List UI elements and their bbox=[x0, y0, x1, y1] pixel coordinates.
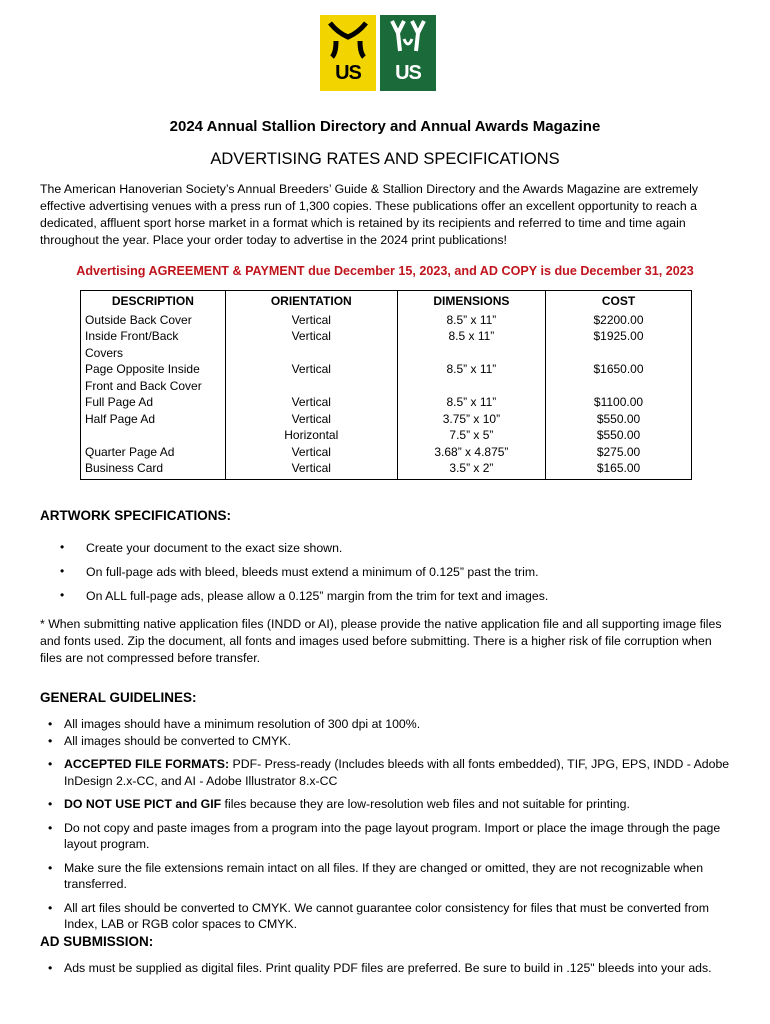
rates-table-header-row bbox=[81, 291, 692, 310]
dimensions-cell bbox=[402, 378, 541, 395]
description-cell: Quarter Page Ad bbox=[85, 444, 175, 459]
list-item: • All art files should be converted to CMYK. We cannot guarantee color consistency for files that must be converted from Index, LAB or RGB color spaces to CMYK. bbox=[48, 900, 738, 933]
intro-paragraph: The American Hanoverian Society’s Annual Breeders’ Guide & Stallion Directory and the Awards Magazine are extremely effective advertising venues with a press run of 1,300 copies. These publications offer an excellent opportunity to reach a dedicated, affluent sport horse market in a format which is retained by its recipients and referred to time and time again throughout the year. Place your order today to advertise in the 2024 print publications! bbox=[40, 182, 698, 247]
document-title: 2024 Annual Stallion Directory and Annual Awards Magazine bbox=[169, 118, 601, 135]
list-item: • Do not copy and paste images from a program into the page layout program. Import or place the image through the page layout program. bbox=[48, 820, 738, 853]
logo-right-panel bbox=[380, 15, 436, 91]
description-cell: Inside Front/Back bbox=[85, 329, 179, 343]
dimensions-cell: 8.5 x 11” bbox=[448, 329, 495, 343]
ad-submission-list bbox=[48, 961, 738, 975]
general-list bbox=[48, 716, 738, 933]
dimensions-cell: 8.5” x 11” bbox=[446, 312, 497, 327]
cost-cell: $1650.00 bbox=[593, 362, 644, 376]
orientation-cell: Vertical bbox=[291, 312, 331, 327]
orientation-cell: Vertical bbox=[291, 329, 331, 343]
rates-table bbox=[80, 290, 692, 480]
description-cell: Covers bbox=[85, 345, 124, 360]
header-dimensions: DIMENSIONS bbox=[397, 291, 545, 310]
native-files-note: * When submitting native application files (INDD or AI), please provide the native application file and all supporting image files and fonts used. Zip the document, all fonts and images used before submitting. There is a higher risk of file corruption when files are not compressed before transfer. bbox=[40, 617, 722, 665]
cost-cell: $1100.00 bbox=[593, 395, 644, 409]
dimensions-cell: 8.5” x 11” bbox=[446, 362, 497, 376]
cost-cell bbox=[550, 378, 687, 395]
logo-left-panel bbox=[320, 15, 376, 91]
description-column bbox=[81, 310, 226, 480]
cost-cell: $550.00 bbox=[596, 428, 641, 442]
header-orientation: ORIENTATION bbox=[225, 291, 397, 310]
list-item: • On full-page ads with bleed, bleeds must extend a minimum of 0.125” past the trim. bbox=[60, 565, 740, 589]
list-item: • All images should have a minimum resolution of 300 dpi at 100%. bbox=[48, 716, 738, 733]
formats-text: PDF- Press-ready (Includes bleeds with all fonts embedded), TIF, JPG, EPS, INDD - Adobe InDesign 2.x-CC, and AI - Adobe Illustrator 8.x-CC bbox=[64, 757, 730, 788]
list-item: • Create your document to the exact size shown. bbox=[60, 541, 740, 565]
cost-cell: $275.00 bbox=[596, 444, 641, 459]
orientation-cell bbox=[230, 345, 393, 362]
description-cell: Business Card bbox=[85, 461, 164, 475]
description-cell: Front and Back Cover bbox=[85, 378, 202, 393]
cost-cell bbox=[550, 345, 687, 362]
rates-table-body-row bbox=[81, 310, 692, 480]
cost-cell: $1925.00 bbox=[593, 329, 644, 343]
ad-submission-heading: AD SUBMISSION: bbox=[40, 934, 154, 949]
description-cell: Outside Back Cover bbox=[85, 312, 192, 327]
list-item bbox=[48, 756, 738, 789]
dimensions-cell: 3.5” x 2” bbox=[449, 461, 494, 475]
list-item: • Make sure the file extensions remain intact on all files. If they are changed or omitted, they are not recognizable when transferred. bbox=[48, 860, 738, 893]
cost-cell: $550.00 bbox=[596, 411, 641, 426]
cost-cell: $2200.00 bbox=[593, 312, 644, 327]
list-item bbox=[48, 796, 738, 813]
dimensions-cell: 3.75” x 10” bbox=[442, 411, 501, 426]
formats-label: ACCEPTED FILE FORMATS: bbox=[64, 757, 230, 771]
header-description: DESCRIPTION bbox=[81, 291, 226, 310]
dimensions-column bbox=[397, 310, 545, 480]
dimensions-cell: 7.5” x 5” bbox=[449, 428, 494, 442]
cost-column bbox=[546, 310, 692, 480]
logo-left-text: US bbox=[335, 62, 361, 84]
horse-heads-icon bbox=[384, 19, 432, 59]
dimensions-cell bbox=[402, 345, 541, 362]
pict-gif-text: files because they are low-resolution web files and not suitable for printing. bbox=[221, 797, 630, 811]
description-cell: Page Opposite Inside bbox=[85, 362, 200, 376]
logo-right-text: US bbox=[395, 62, 421, 84]
description-cell: Full Page Ad bbox=[85, 395, 154, 409]
general-heading: GENERAL GUIDELINES: bbox=[40, 690, 197, 705]
description-cell: Half Page Ad bbox=[85, 411, 156, 426]
list-item: • All images should be converted to CMYK. bbox=[48, 733, 738, 750]
orientation-cell bbox=[230, 378, 393, 395]
orientation-cell: Vertical bbox=[291, 395, 331, 409]
list-item: • Ads must be supplied as digital files. Print quality PDF files are preferred. Be sure to build in .125" bleeds into your ads. bbox=[48, 961, 738, 975]
orientation-cell: Vertical bbox=[291, 444, 331, 459]
orientation-cell: Vertical bbox=[291, 362, 331, 376]
cost-cell: $165.00 bbox=[596, 461, 641, 475]
header-cost: COST bbox=[546, 291, 692, 310]
dimensions-cell: 3.68” x 4.875” bbox=[434, 444, 509, 459]
deadline-notice: Advertising AGREEMENT & PAYMENT due December 15, 2023, and AD COPY is due December 31, 2023 bbox=[76, 264, 694, 278]
horse-head-icon bbox=[324, 19, 372, 59]
society-logo bbox=[320, 15, 436, 91]
orientation-column bbox=[225, 310, 397, 480]
artwork-heading: ARTWORK SPECIFICATIONS: bbox=[40, 508, 231, 523]
dimensions-cell: 8.5” x 11” bbox=[446, 395, 497, 409]
description-cell bbox=[85, 427, 221, 444]
artwork-list bbox=[60, 541, 740, 613]
pict-gif-label: DO NOT USE PICT and GIF bbox=[64, 797, 222, 811]
orientation-cell: Vertical bbox=[291, 461, 331, 475]
orientation-cell: Horizontal bbox=[284, 428, 339, 442]
orientation-cell: Vertical bbox=[291, 411, 331, 426]
list-item: • On ALL full-page ads, please allow a 0.125” margin from the trim for text and images. bbox=[60, 589, 740, 613]
document-subtitle: ADVERTISING RATES AND SPECIFICATIONS bbox=[210, 150, 560, 168]
